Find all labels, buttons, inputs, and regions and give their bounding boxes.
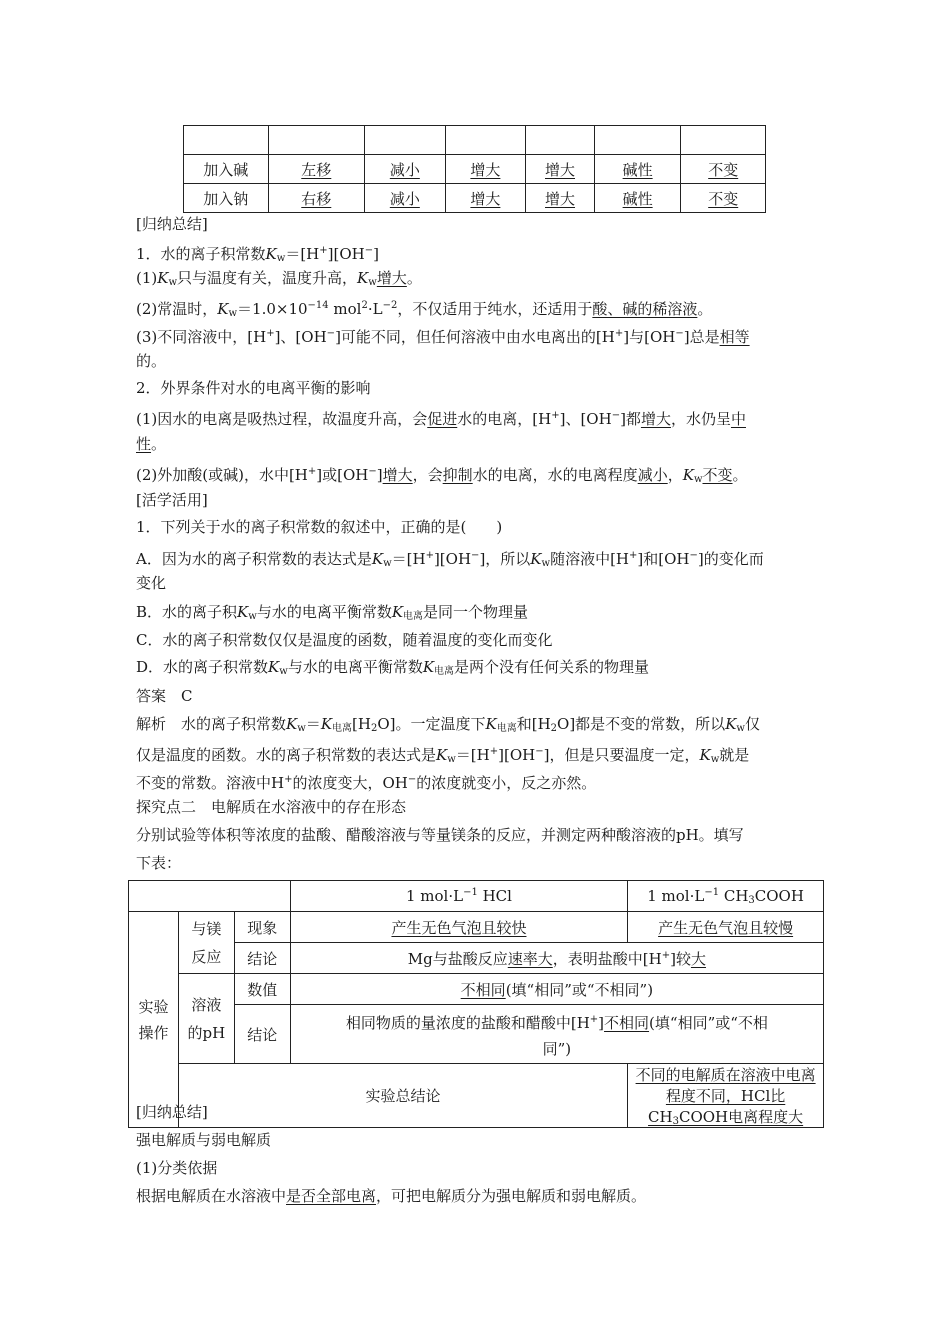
table-cell: 增大 — [470, 160, 501, 179]
practice-heading: [活学活用] — [136, 491, 208, 509]
explanation-line-3: 不变的常数。溶液中H+的浓度变大，OH−的浓度就变小，反之亦然。 — [136, 774, 597, 792]
summary-point-1-2: (2)常温时，$K_w=1.0\times 10^{-14}$ $mol^2\cdot L^{-2}$，不仅适用于纯水，还适用于酸、碱的稀溶液。 — [136, 300, 713, 319]
summary-point-1-1: $(1)K_w$只与温度有关，温度升高，$K_w$增大。 — [136, 269, 422, 288]
table-cell: 碱性 — [622, 160, 653, 179]
acetic-phenomenon: 产生无色气泡且较慢 — [658, 918, 794, 937]
table-cell: 增大 — [545, 160, 576, 179]
conclusion-label: 结论 — [234, 943, 290, 974]
explanation-line-2: 仅是温度的函数。水的离子积常数的表达式是$K_w=[H^+][OH^-]$，但是只要温度一定，$K_w$就是 — [136, 746, 750, 765]
summary2-p2: (1)分类依据 — [136, 1159, 218, 1177]
table-row — [129, 912, 824, 943]
option-b: B．水的离子积$K_w$与水的电离平衡常数$K_{电离}$是同一个物理量 — [136, 603, 529, 622]
option-c: C．水的离子积常数仅仅是温度的函数，随着温度的变化而变化 — [136, 631, 553, 649]
value-label: 数值 — [234, 974, 290, 1005]
table-cell — [526, 126, 595, 155]
table-header-row — [129, 881, 824, 912]
table-cell — [268, 126, 364, 155]
ph-value: 不相同(填“相同”或“不相同”) — [290, 974, 823, 1005]
conclusion-label: 结论 — [234, 1005, 290, 1064]
ph-conclusion: 相同物质的量浓度的盐酸和醋酸中[H+]不相同(填“相同”或“不相 同”) — [290, 1005, 823, 1064]
table-row — [184, 184, 766, 213]
table-cell: 左移 — [301, 160, 332, 179]
exp-op-label: 实验 操作 — [129, 912, 179, 1128]
table-cell — [365, 126, 446, 155]
section-intro-cont: 下表： — [136, 854, 182, 872]
summary2-p3: 根据电解质在水溶液中是否全部电离，可把电解质分为强电解质和弱电解质。 — [136, 1187, 647, 1205]
table-cell: 减小 — [389, 189, 420, 208]
summary-heading: [归纳总结] — [136, 215, 208, 233]
table-cell: 碱性 — [622, 189, 653, 208]
phenomenon-label: 现象 — [234, 912, 290, 943]
summary-point-2-1: (1)因水的电离是吸热过程，故温度升高，会促进水的电离，[H+]、[OH−]都增大，水仍呈中 — [136, 410, 746, 428]
table-row — [129, 974, 824, 1005]
table-header-row — [184, 126, 766, 155]
answer: 答案 C — [136, 687, 193, 705]
acetic-header: 1 $mol\cdot L^{-1}$ $CH_3COOH$ — [628, 881, 824, 912]
table-cell: 减小 — [389, 160, 420, 179]
experiment-table — [128, 880, 824, 1128]
table-cell — [594, 126, 681, 155]
question: 1．下列关于水的离子积常数的叙述中，正确的是( ) — [136, 518, 503, 536]
summary-point-1-3-cont: 的。 — [136, 352, 167, 370]
summary-point-1-3: (3)不同溶液中，[H+]、[OH−]可能不同，但任何溶液中由水电离出的[H+]与[OH−]总是相等 — [136, 328, 750, 346]
summary-point-2-2: (2)外加酸(或碱)，水中[H+]或[OH−]增大，会抑制水的电离，水的电离程度减小，$K_w$不变。 — [136, 466, 748, 485]
table-cell: 加入碱 — [184, 155, 269, 184]
table-cell: 增大 — [545, 189, 576, 208]
summary-point-1: 1．水的离子积常数$K_w=[H^+][OH^-]$ — [136, 245, 379, 264]
table-cell — [445, 126, 526, 155]
summary-point-2: 2．外界条件对水的电离平衡的影响 — [136, 379, 371, 397]
table-cell: 增大 — [470, 189, 501, 208]
option-a: A．因为水的离子积常数的表达式是$K_w=[H^+][OH^-]$，所以$K_w$随溶液中[H+]和[OH−]的变化而 — [136, 550, 764, 569]
section-intro: 分别试验等体积等浓度的盐酸、醋酸溶液与等量镁条的反应，并测定两种酸溶液的pH。填写 — [136, 826, 744, 844]
table-cell — [129, 881, 291, 912]
table-cell — [184, 126, 269, 155]
explanation-line-1: 解析 水的离子积常数$K_w=K_{电离}[H_2O]$。一定温度下$K_{电离}$和$[H_2O]$都是不变的常数，所以$K_w$仅 — [136, 715, 760, 734]
hcl-header: 1 $mol\cdot L^{-1}$ HCl — [290, 881, 627, 912]
final-conclusion: 不同的电解质在溶液中电离程度不同，HCl比$CH_3COOH$电离程度大 — [628, 1064, 824, 1128]
option-d: D．水的离子积常数$K_w$与水的电离平衡常数$K_{电离}$是两个没有任何关系的物理量 — [136, 658, 650, 677]
table-cell: 右移 — [301, 189, 332, 208]
hcl-phenomenon: 产生无色气泡且较快 — [391, 918, 527, 937]
table-cell: 不变 — [708, 189, 739, 208]
option-a-cont: 变化 — [136, 574, 167, 592]
table-row — [184, 155, 766, 184]
final-label: 实验总结论 — [178, 1064, 627, 1128]
table-row — [129, 1064, 824, 1128]
mg-conclusion: Mg与盐酸反应速率大，表明盐酸中[H+]较大 — [290, 943, 823, 974]
summary2-heading: [归纳总结] — [136, 1103, 208, 1121]
mg-reaction-label: 与镁 反应 — [178, 912, 234, 974]
table-cell — [681, 126, 766, 155]
table-cell: 加入钠 — [184, 184, 269, 213]
ph-label: 溶液 的pH — [178, 974, 234, 1064]
section-title: 探究点二 电解质在水溶液中的存在形态 — [136, 798, 407, 816]
summary2-p1: 强电解质与弱电解质 — [136, 1131, 272, 1149]
summary-point-2-1-cont: 性。 — [136, 435, 167, 453]
effect-table — [183, 125, 766, 213]
table-cell: 不变 — [708, 160, 739, 179]
